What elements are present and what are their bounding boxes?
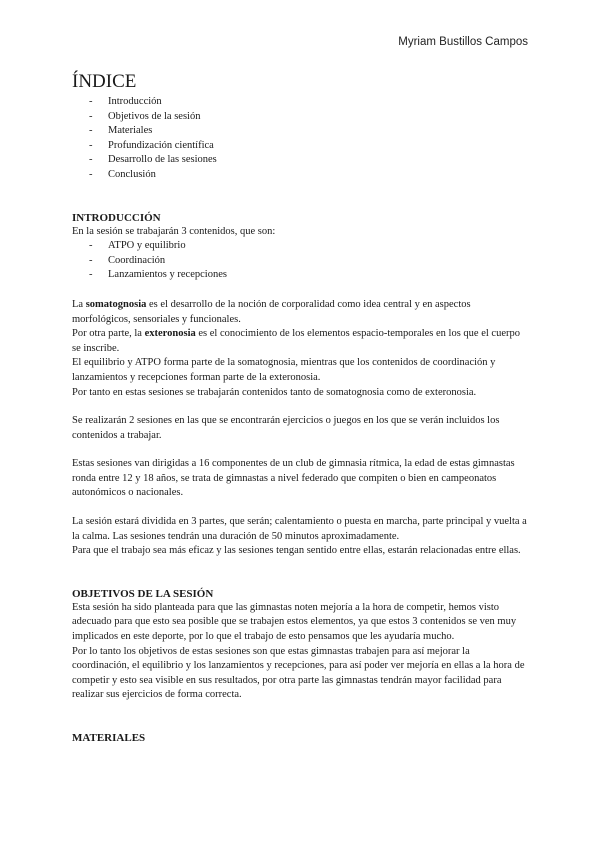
page-header-author: Myriam Bustillos Campos — [398, 36, 528, 48]
introduccion-lead: En la sesión se trabajarán 3 contenidos, que son: — [72, 225, 276, 237]
content-item: - Lanzamientos y recepciones — [72, 268, 527, 283]
keyword-exteronosia: exteronosia — [144, 328, 196, 340]
paragraph: Por tanto en estas sesiones se trabajarán contenidos tanto de somatognosia como de exteronosia. — [72, 386, 477, 398]
paragraph: El equilibrio y ATPO forma parte de la somatognosia, mientras que los contenidos de coordinación y lanzamientos y recepciones forman parte de la exteronosia. — [72, 357, 496, 383]
paragraph: La sesión estará dividida en 3 partes, que serán; calentamiento o puesta en marcha, parte principal y vuelta a la calma. Las sesiones tendrán una duración de 50 minutos aproximadamente. — [72, 516, 527, 542]
content-item: - ATPO y equilibrio — [72, 239, 527, 254]
exteronosia-paragraph — [72, 327, 527, 356]
paragraph-text: es el conocimiento de los elementos espacio-temporales en los que el cuerpo se inscribe. — [72, 328, 520, 354]
paragraph-text: La — [72, 298, 86, 310]
document-page — [72, 71, 527, 745]
index-list — [72, 95, 527, 183]
introduccion-heading: INTRODUCCIÓN — [72, 211, 161, 224]
index-item: - Profundización científica — [72, 139, 527, 154]
paragraph-text: Por otra parte, la — [72, 328, 145, 340]
materiales-heading: MATERIALES — [72, 732, 146, 744]
keyword-somatognosia: somatognosia — [85, 298, 147, 310]
index-item: - Desarrollo de las sesiones — [72, 153, 527, 168]
paragraph: Para que el trabajo sea más eficaz y las sesiones tengan sentido entre ellas, estarán relacionadas entre ellas. — [72, 545, 521, 557]
index-item: - Conclusión — [72, 168, 527, 183]
index-item: - Materiales — [72, 124, 527, 139]
index-title: ÍNDICE — [72, 71, 137, 92]
index-item: - Objetivos de la sesión — [72, 110, 527, 125]
paragraph: Se realizarán 2 sesiones en las que se encontrarán ejercicios o juegos en los que se verán incluidos los contenidos a trabajar. — [72, 415, 500, 441]
objetivos-heading: OBJETIVOS DE LA SESIÓN — [72, 587, 214, 600]
paragraph: Por lo tanto los objetivos de estas sesiones son que estas gimnastas trabajen para así mejorar la coordinación, el equilibrio y los lanzamientos y recepciones, para así poder ver mejoría en ellas a la hora de competir y esto sea visible en sus resultados, por otra parte las gimnastas tendrán mayor facilidad para realizar sus ejercicios de forma correcta. — [72, 645, 525, 701]
content-item: - Coordinación — [72, 254, 527, 269]
paragraph: Estas sesiones van dirigidas a 16 componentes de un club de gimnasia rítmica, la edad de estas gimnastas ronda entre 12 y 18 años, se trata de gimnastas a nivel federado que compiten o bien en campeonatos autonómicos o nacionales. — [72, 458, 515, 499]
paragraph-text: es el desarrollo de la noción de corporalidad como idea central y en aspectos morfológicos, sensoriales y funcionales. — [72, 298, 471, 325]
contents-list — [72, 239, 527, 283]
somatognosia-paragraph — [72, 298, 527, 327]
paragraph: Esta sesión ha sido planteada para que las gimnastas noten mejoría a la hora de competir, hemos visto adecuado para que esto sea posible que se trabajen estos elementos, ya que estos 3 contenidos se ven muy implicados en este deporte, por lo que el trabajo de esto pensamos que les ayudaría mucho. — [72, 601, 517, 643]
index-item: - Introducción — [72, 95, 527, 110]
